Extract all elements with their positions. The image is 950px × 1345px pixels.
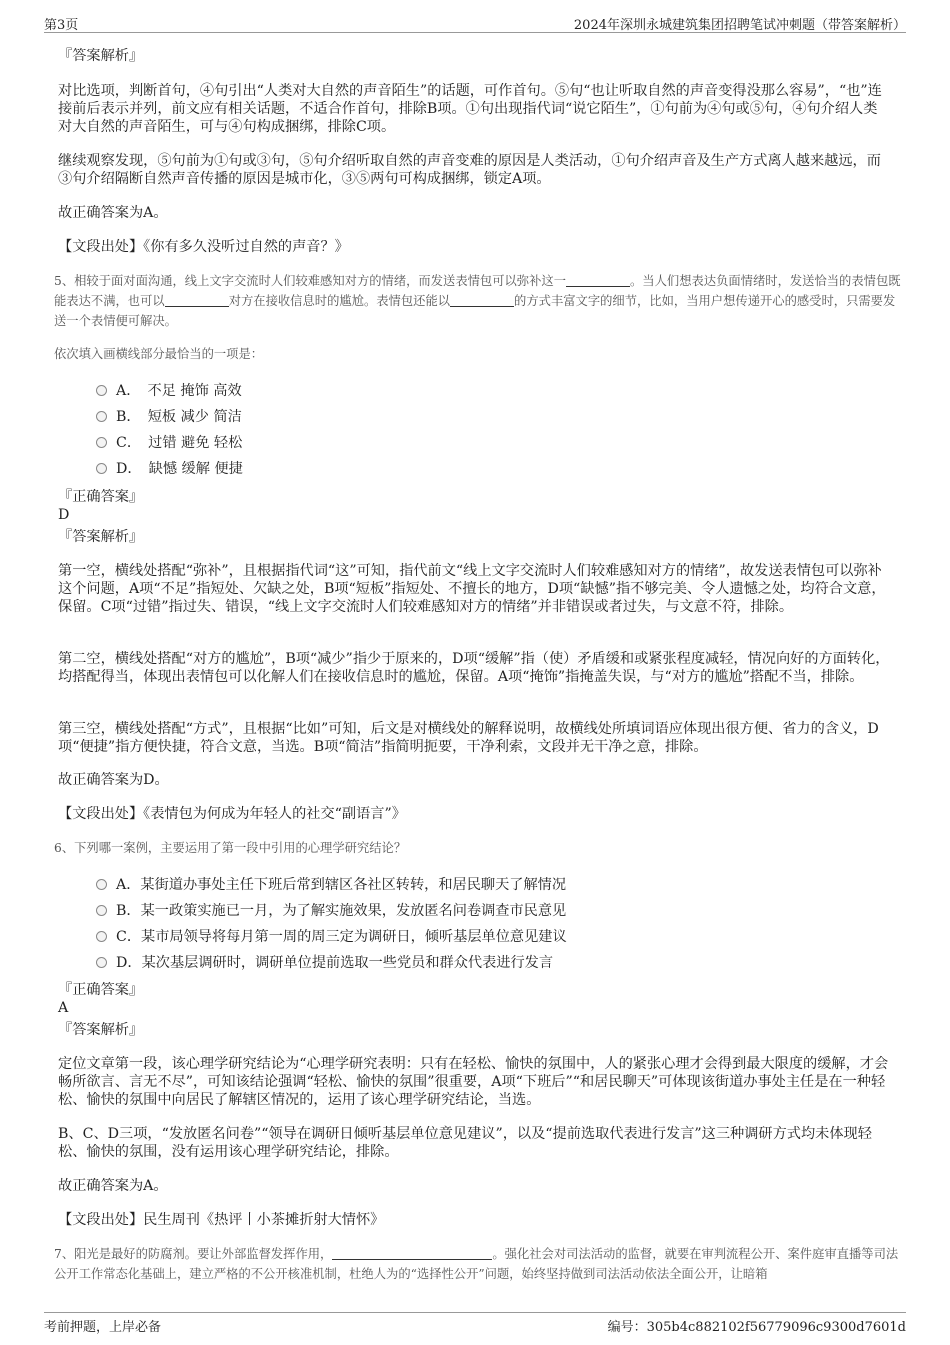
radio-icon[interactable] [96,957,107,968]
q5-prompt: 依次填入画横线部分最恰当的一项是： [54,347,264,361]
q6-analysis-p1: 定位文章第一段，该心理学研究结论为“心理学研究表明：只有在轻松、愉快的氛围中，人的紧张心理才会得到最大限度的缓解，才会畅所欲言、言无不尽”，可知该结论强调“轻松、愉快的氛围”很重要，A项“下班后”“和居民聊天”可体现该街道办事处主任是在一种轻松、愉快的氛围中向居民了解辖区情况的，运用了该心理学研究结论，当选。 [58,1056,889,1108]
radio-icon[interactable] [96,931,107,942]
q6-stem: 6、下列哪一案例，主要运用了第一段中引用的心理学研究结论？ [54,841,407,855]
q5-option-a[interactable]: A． 不足 掩饰 高效 [96,382,242,400]
radio-icon[interactable] [96,411,107,422]
q5-analysis-label: 『答案解析』 [58,529,144,545]
page-footer [44,1312,906,1333]
q6-option-a[interactable]: A．某街道办事处主任下班后常到辖区各社区转转，和居民聊天了解情况 [96,876,566,894]
radio-icon[interactable] [96,463,107,474]
q5-blank-2 [165,294,229,307]
q5-option-d[interactable]: D． 缺憾 缓解 便捷 [96,460,243,478]
q5-analysis-p1: 第一空，横线处搭配“弥补”，且根据指代词“这”可知，指代前文“线上文字交流时人们较难感知对方的情绪”，故发送表情包可以弥补这个问题，A项“不足”指短处、欠缺之处，B项“短板”指短处、不擅长的地方，D项“缺憾”指不够完美、令人遗憾之处，均符合文意，保留。C项“过错”指过失、错误，“线上文字交流时人们较难感知对方的情绪”并非错误或者过失，与文意不符，排除。 [58,563,886,615]
radio-icon[interactable] [96,905,107,916]
q4-analysis-p2: 继续观察发现，⑤句前为①句或③句，⑤句介绍听取自然的声音变难的原因是人类活动，①句介绍声音及生产方式离人越来越远，而③句介绍隔断自然声音传播的原因是城市化，③⑤两句可构成捆绑，锁定A项。 [58,153,881,187]
q4-analysis-label: 『答案解析』 [58,48,144,64]
page-number: 第3页 [44,18,79,33]
q5-analysis-p2: 第二空，横线处搭配“对方的尴尬”，B项“减少”指少于原来的，D项“缓解”指（使）矛盾缓和或紧张程度减轻，情况向好的方面转化，均搭配得当，体现出表情包可以化解人们在接收信息时的尴尬，保留。A项“掩饰”指掩盖失误，与“对方的尴尬”搭配不当，排除。 [58,651,890,685]
q4-source: 【文段出处】《你有多久没听过自然的声音？》 [58,239,349,255]
q5-option-c[interactable]: C． 过错 避免 轻松 [96,434,242,452]
q5-blank-1 [566,274,630,287]
q6-analysis-label: 『答案解析』 [58,1022,144,1038]
q5-stem: 5、相较于面对面沟通，线上文字交流时人们较难感知对方的情绪，而发送表情包可以弥补这一 。当人们想表达负面情绪时，发送恰当的表情包既能表达不满，也可以 对方在接收信息时的尴尬。表情包还能以 的方式丰富文字的细节，比如，当用户想传递开心的感受时，只需要发送一个表情便可解决。 [54,274,901,328]
q4-conclusion: 故正确答案为A。 [58,205,168,221]
page-header [44,12,906,33]
q6-source: 【文段出处】民生周刊《热评丨小茶摊折射大情怀》 [58,1212,385,1228]
footer-slogan: 考前押题，上岸必备 [44,1320,162,1335]
q5-analysis-p3: 第三空，横线处搭配“方式”，且根据“比如”可知，后文是对横线处的解释说明，故横线处所填词语应体现出很方便、省力的含义，D项“便捷”指方便快捷，符合文意，当选。B项“简洁”指简明扼要，干净利索，文段并无干净之意，排除。 [58,721,879,755]
document-id: 编号：305b4c882102f56779096c9300d7601d [607,1320,906,1335]
q6-option-d[interactable]: D．某次基层调研时，调研单位提前选取一些党员和群众代表进行发言 [96,954,553,972]
q5-option-b[interactable]: B． 短板 减少 简洁 [96,408,242,426]
q5-source: 【文段出处】《表情包为何成为年轻人的社交“副语言”》 [58,806,406,822]
q6-conclusion: 故正确答案为A。 [58,1178,168,1194]
q6-answer-label: 『正确答案』 [58,982,144,998]
q6-option-c[interactable]: C．某市局领导将每月第一周的周三定为调研日，倾听基层单位意见建议 [96,928,567,946]
q7-stem: 7、阳光是最好的防腐剂。要让外部监督发挥作用， 。强化社会对司法活动的监督，就要在审判流程公开、案件庭审直播等司法公开工作常态化基础上，建立严格的不公开核准机制，杜绝人为的“选择性公开”问题，始终坚持做到司法活动依法全面公开，让暗箱 [54,1247,899,1281]
q5-blank-3 [450,294,514,307]
document-title: 2024年深圳永城建筑集团招聘笔试冲刺题（带答案解析） [573,18,906,33]
q6-analysis-p2: B、C、D三项，“发放匿名问卷”“领导在调研日倾听基层单位意见建议”，以及“提前选取代表进行发言”这三种调研方式均未体现轻松、愉快的氛围，没有运用该心理学研究结论，排除。 [58,1126,872,1160]
q6-option-b[interactable]: B．某一政策实施已一月，为了解实施效果，发放匿名问卷调查市民意见 [96,902,566,920]
q7-blank [332,1247,492,1260]
q5-answer: D [58,507,70,523]
q4-analysis-p1: 对比选项，判断首句，④句引出“人类对大自然的声音陌生”的话题，可作首句。⑤句“也让听取自然的声音变得没那么容易”，“也”连接前后表示并列，前文应有相关话题，不适合作首句，排除B项。①句出现指代词“说它陌生”，①句前为④句或⑤句，④句介绍人类对大自然的声音陌生，可与④句构成捆绑，排除C项。 [58,83,882,135]
q6-answer: A [58,1000,69,1016]
q5-conclusion: 故正确答案为D。 [58,772,169,788]
q5-answer-label: 『正确答案』 [58,489,144,505]
radio-icon[interactable] [96,437,107,448]
radio-icon[interactable] [96,879,107,890]
radio-icon[interactable] [96,385,107,396]
